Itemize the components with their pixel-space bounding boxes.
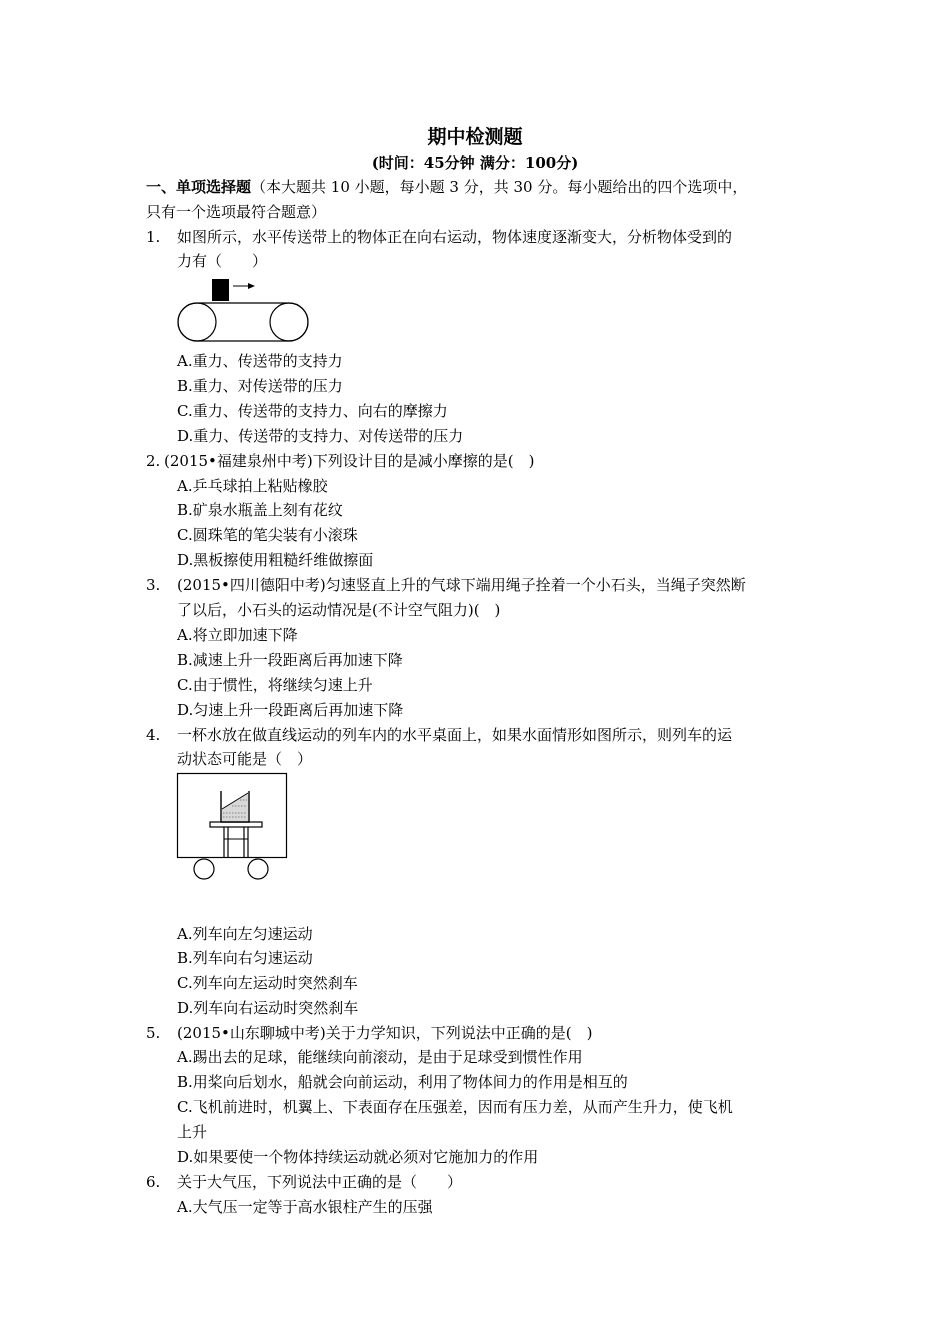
option-a: A.重力、传送带的支持力 [177, 352, 343, 370]
option-c-cont: 上升 [177, 1123, 208, 1141]
option-b: B.列车向右匀速运动 [177, 949, 313, 967]
question-text: 了以后，小石头的运动情况是(不计空气阻力)( ) [177, 601, 501, 619]
question-text: 动状态可能是（ ） [177, 750, 313, 768]
question-number: 4. [146, 726, 161, 744]
option-a: A.将立即加速下降 [177, 626, 298, 644]
option-b: B.矿泉水瓶盖上刻有花纹 [177, 501, 343, 519]
option-c: C.圆珠笔的笔尖装有小滚珠 [177, 526, 358, 544]
option-d: D.匀速上升一段距离后再加速下降 [177, 701, 404, 719]
option-d: D.黑板擦使用粗糙纤维做擦面 [177, 551, 374, 569]
question-text: (2015•山东聊城中考)关于力学知识，下列说法中正确的是( ) [177, 1024, 593, 1042]
question-text: 力有（ ） [177, 252, 268, 270]
train-cup-figure [176, 773, 291, 881]
arrow-right-icon [248, 283, 255, 289]
page-title: 期中检测题 [427, 126, 523, 148]
option-c: C.由于惯性，将继续匀速上升 [177, 676, 373, 694]
question-text: (2015•福建泉州中考)下列设计目的是减小摩擦的是( ) [164, 452, 535, 470]
conveyor-belt-figure [175, 278, 315, 348]
section-heading-line [146, 177, 747, 197]
question-number: 6. [146, 1173, 161, 1191]
question-text: (2015•四川德阳中考)匀速竖直上升的气球下端用绳子拴着一个小石头，当绳子突然断 [177, 576, 746, 594]
block [212, 279, 229, 301]
option-a: A.大气压一定等于高水银柱产生的压强 [177, 1198, 433, 1216]
question-number: 5. [146, 1024, 161, 1042]
right-wheel [248, 859, 268, 879]
question-text: 一杯水放在做直线运动的列车内的水平桌面上，如果水面情形如图所示，则列车的运 [177, 726, 733, 744]
section-description-cont: 只有一个选项最符合题意） [146, 203, 327, 221]
option-a: A.乒乓球拍上粘贴橡胶 [177, 477, 328, 495]
option-a: A.踢出去的足球，能继续向前滚动，是由于足球受到惯性作用 [177, 1048, 583, 1066]
option-b: B.减速上升一段距离后再加速下降 [177, 651, 403, 669]
question-number: 1. [146, 228, 161, 246]
option-d: D.列车向右运动时突然刹车 [177, 999, 359, 1017]
question-text: 如图所示，水平传送带上的物体正在向右运动，物体速度逐渐变大，分析物体受到的 [177, 228, 733, 246]
water [222, 793, 248, 822]
section-heading: 一、单项选择题 [146, 178, 252, 196]
question-number: 3. [146, 576, 161, 594]
section-description: （本大题共 10 小题，每小题 3 分，共 30 分。每小题给出的四个选项中， [251, 178, 748, 196]
option-d: D.重力、传送带的支持力、对传送带的压力 [177, 427, 464, 445]
option-d: D.如果要使一个物体持续运动就必须对它施加力的作用 [177, 1148, 539, 1166]
question-text: 关于大气压，下列说法中正确的是（ ） [177, 1173, 463, 1191]
left-wheel [194, 859, 214, 879]
option-a: A.列车向左匀速运动 [177, 925, 313, 943]
option-c: C.列车向左运动时突然刹车 [177, 974, 358, 992]
page-subtitle: (时间：45分钟 满分：100分) [371, 154, 579, 172]
table-top [210, 822, 262, 827]
option-b: B.重力、对传送带的压力 [177, 377, 343, 395]
question-number: 2. [146, 452, 161, 470]
option-c: C.飞机前进时，机翼上、下表面存在压强差，因而有压力差，从而产生升力，使飞机 [177, 1098, 733, 1116]
option-b: B.用桨向后划水，船就会向前运动，利用了物体间力的作用是相互的 [177, 1073, 628, 1091]
option-c: C.重力、传送带的支持力、向右的摩擦力 [177, 402, 448, 420]
